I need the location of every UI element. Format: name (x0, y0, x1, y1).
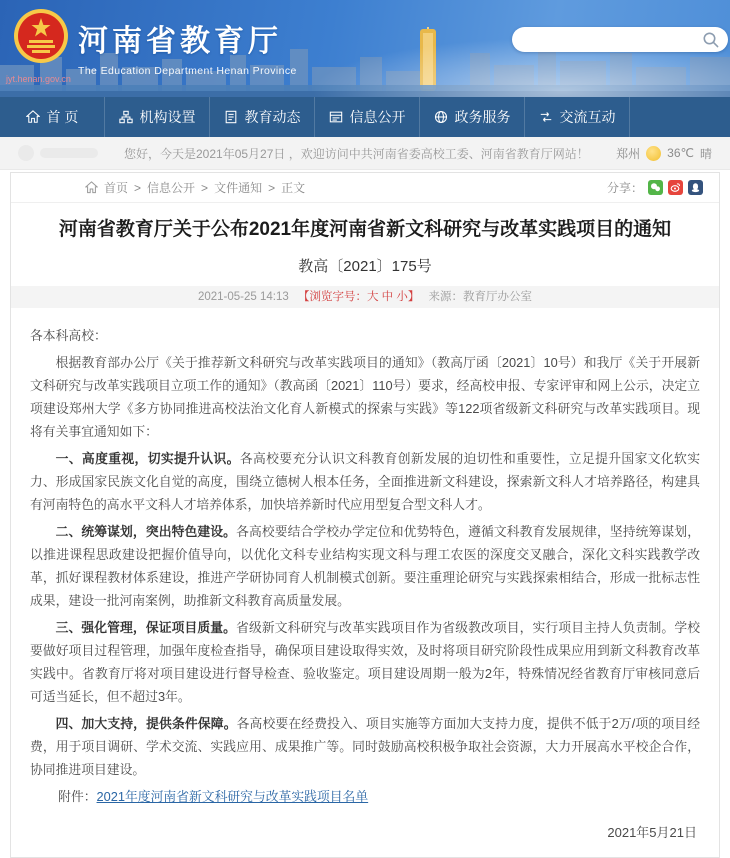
breadcrumb-item-file-notices[interactable]: 文件通知 (214, 181, 263, 195)
interaction-icon (539, 110, 553, 124)
nav-item-home[interactable] (0, 97, 105, 137)
sign-date: 2021年5月21日 (607, 824, 697, 840)
paragraph-lead: 一、高度重视，切实提升认识。 (55, 450, 240, 466)
search-icon (702, 31, 720, 49)
article-meta-bar (11, 286, 719, 308)
paragraph-1 (30, 447, 700, 516)
salutation: 各本科高校： (30, 327, 107, 343)
paragraph-text: 各高校要充分认识文科教育创新发展的迫切性和重要性，立足提升国家文化软实力、形成国家民族文化自觉的高度，围绕立德树人根本任务，全面推进新文科建设，探索新文科人才培养路径，构建具有河南特色的高水平文科人才培养体系，加快培养新时代应用型复合型文科人才。 (30, 450, 701, 512)
attachment-label: 附件： (58, 788, 97, 804)
site-banner (0, 0, 730, 97)
site-title-english: The Education Department Henan Province (78, 65, 297, 77)
paragraph-4 (30, 712, 700, 781)
document-number: 教高〔2021〕175号 (298, 257, 432, 275)
breadcrumb-item-home[interactable]: 首页 (104, 181, 129, 195)
paragraph-2 (30, 520, 700, 612)
paragraph-lead: 二、统筹谋划，突出特色建设。 (55, 523, 237, 539)
nav-label: 教育动态 (244, 109, 301, 125)
breadcrumb-separator: > (201, 180, 209, 195)
breadcrumb-separator: > (134, 180, 142, 195)
nav-label: 政务服务 (454, 109, 511, 125)
weather-city: 郑州 (616, 146, 641, 161)
info-bar (0, 137, 730, 170)
breadcrumb-item-current: 正文 (281, 181, 306, 195)
weather-widget (616, 145, 712, 162)
nav-item-interaction[interactable] (525, 97, 630, 137)
nav-label: 首 页 (46, 109, 79, 125)
content-panel (10, 172, 720, 858)
nav-item-info-disclosure[interactable] (315, 97, 420, 137)
breadcrumb-separator: > (268, 180, 276, 195)
share-bar (607, 179, 703, 196)
article-source: 来源：教育厅办公室 (428, 290, 533, 303)
search-button[interactable] (702, 31, 720, 49)
weather-temp: 36℃ (667, 146, 694, 160)
attachment-link[interactable]: 2021年度河南省新文科研究与改革实践项目名单 (96, 788, 369, 804)
weather-condition: 晴 (699, 146, 712, 161)
nav-item-gov-service[interactable] (420, 97, 525, 137)
paragraph-text: 省级新文科研究与改革实践项目作为省级教改项目，实行项目主持人负责制。学校要做好项目过程管理，加强年度检查指导，确保项目建设取得实效，及时将项目研究阶段性成果应用到新文科教育改革实践中。省教育厅将对项目建设进行督导检查、验收鉴定。项目建设周期一般为2年，特殊情况经省教育厅审核同意后可适当延长，但不超过3年。 (30, 619, 701, 704)
paragraph-3 (30, 616, 700, 708)
nav-item-education-news[interactable] (210, 97, 315, 137)
nav-label: 机构设置 (139, 109, 196, 125)
paragraph-text: 各高校要结合学校办学定位和优势特色，遵循文科教育发展规律，坚持统筹谋划，以推进课程思政建设把握价值导向，以优化文科专业结构实现文科与理工农医的深度交叉融合，深化文科实践教学改革，抓好课程教材体系建设，推进产学研协同育人机制模式创新。要注重理论研究与实践探索相结合，形成一批标志性成果，建设一批河南案例，助推新文科教育高质量发展。 (30, 523, 701, 608)
wechat-icon[interactable] (648, 180, 663, 195)
paragraph-lead: 四、加大支持，提供条件保障。 (55, 715, 237, 731)
publish-datetime: 2021-05-25 14:13 (197, 290, 289, 303)
home-icon (26, 110, 40, 124)
sun-icon (646, 146, 661, 161)
nav-item-organization[interactable] (105, 97, 210, 137)
paragraph-text: 根据教育部办公厅《关于推荐新文科研究与改革实践项目的通知》（教高厅函〔2021〕10号）和我厅《关于开展新文科研究与改革实践项目立项工作的通知》（教高函〔2021〕110号）要求，经高校申报、专家评审和网上公示，决定立项建设郑州大学《多方协同推进高校法治文化育人新模式的探索与实践》等122项省级新文科研究与改革实践项目。现将有关事宜通知如下： (30, 354, 700, 439)
nav-spacer (630, 97, 730, 137)
weibo-icon[interactable] (668, 180, 683, 195)
article-title: 河南省教育厅关于公布2021年度河南省新文科研究与改革实践项目的通知 (58, 219, 672, 240)
paragraph-lead: 三、强化管理，保证项目质量。 (55, 619, 237, 635)
share-label: 分享： (606, 181, 643, 195)
attachment-row (30, 785, 700, 808)
search-input[interactable] (524, 33, 702, 47)
breadcrumb-item-info-disclosure[interactable]: 信息公开 (147, 181, 196, 195)
nav-label: 信息公开 (349, 109, 406, 125)
site-url-watermark: jyt.henan.gov.cn (6, 74, 71, 84)
national-emblem-logo (12, 6, 70, 70)
greeting-text: 您好，今天是2021年05月27日 ，欢迎访问中共河南省委高校工委、河南省教育厅网站！ (124, 146, 589, 161)
gov-service-icon (434, 110, 448, 124)
paragraph-intro (30, 351, 700, 443)
info-disclosure-icon (329, 110, 343, 124)
main-nav (0, 97, 730, 137)
breadcrumb (11, 173, 719, 203)
news-icon (224, 110, 238, 124)
qq-icon[interactable] (688, 180, 703, 195)
site-title: 河南省教育厅 (78, 25, 282, 58)
font-size-switcher[interactable]: 【浏览字号：大 中 小】 (297, 290, 420, 303)
org-chart-icon (119, 110, 133, 124)
nav-label: 交流互动 (559, 109, 616, 125)
breadcrumb-home-icon (85, 181, 98, 194)
faded-watermark (18, 145, 98, 161)
article-body (11, 308, 719, 808)
search-box[interactable] (512, 27, 728, 52)
paragraph-text: 各高校要在经费投入、项目实施等方面加大支持力度，提供不低于2万/项的项目经费，用于项目调研、学术交流、实践应用、成果推广等。同时鼓励高校积极争取社会资源，大力开展高水平校企合作，协同推进项目建设。 (30, 715, 700, 777)
